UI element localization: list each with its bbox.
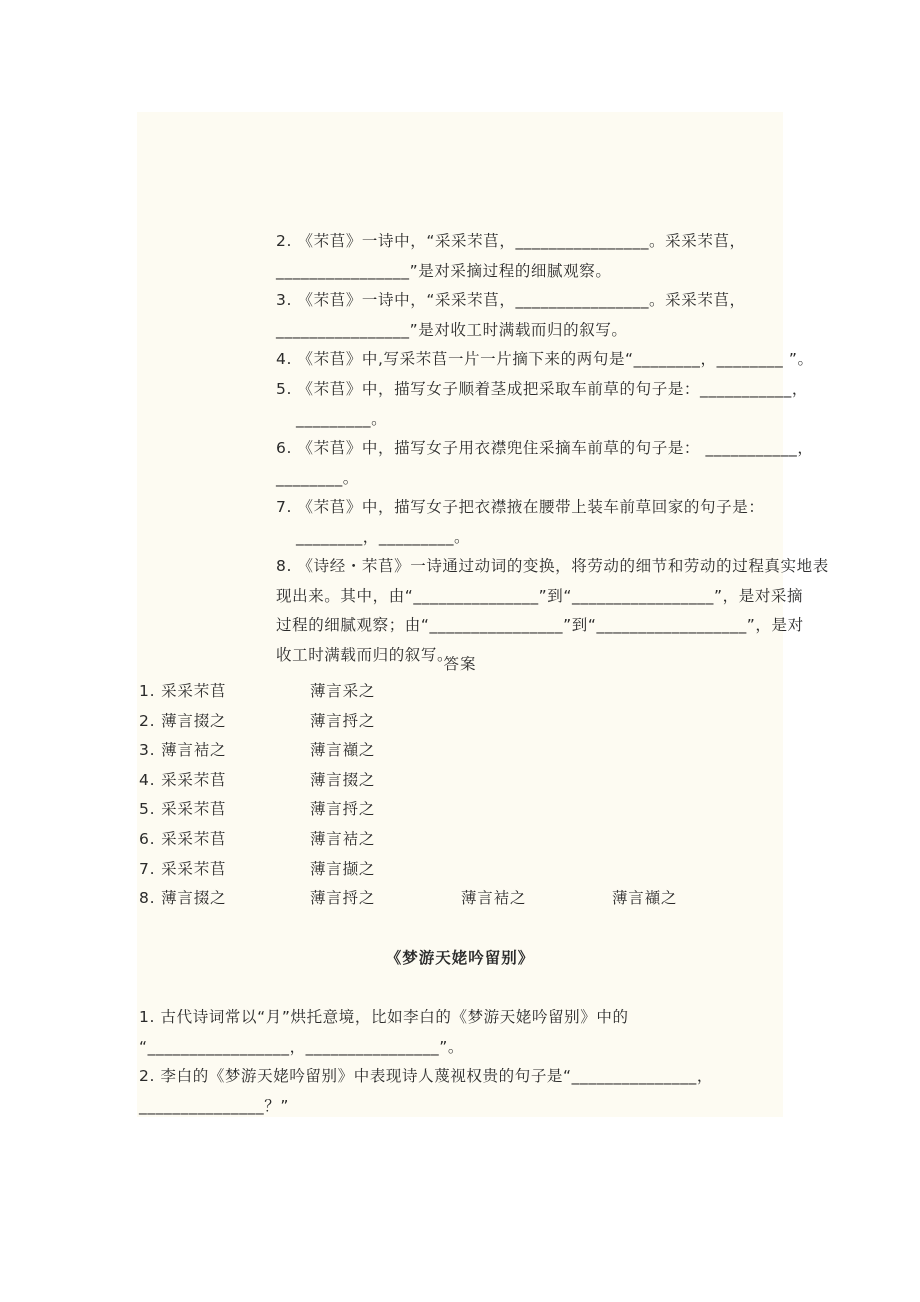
question-mengyou-1 <box>139 1003 785 1062</box>
question-7 <box>276 493 920 552</box>
answer-cell: 6. 采采芣苢 <box>139 830 227 848</box>
question-line: 2. 《芣苢》一诗中，“采采芣苢，________________。采采芣苢， <box>276 232 746 250</box>
question-mengyou-2 <box>139 1062 785 1121</box>
answer-cell: 薄言捋之 <box>310 711 376 730</box>
question-line: 3. 《芣苢》一诗中，“采采芣苢，________________。采采芣苢， <box>276 291 746 309</box>
answer-cell: 薄言采之 <box>310 682 376 700</box>
question-line: 现出来。其中，由“_______________”到“_________________”，是对采摘 <box>276 586 804 605</box>
question-line: 4. 《芣苢》中,写采芣苢一片一片摘下来的两句是“________，________ ”。 <box>276 350 814 368</box>
answer-cell: 薄言袺之 <box>461 889 527 908</box>
question-line: 6. 《芣苢》中，描写女子用衣襟兜住采摘车前草的句子是： ___________， <box>276 439 814 457</box>
answer-cell: 薄言捋之 <box>310 800 376 819</box>
answer-cell: 4. 采采芣苢 <box>139 770 227 789</box>
question-line: ________。 <box>276 468 359 487</box>
question-line: ________________”是对收工时满载而归的叙写。 <box>276 320 628 339</box>
answer-cell: 薄言捋之 <box>310 889 376 908</box>
question-line: 8. 《诗经・芣苢》一诗通过动词的变换，将劳动的细节和劳动的过程真实地表 <box>276 557 829 575</box>
answer-row <box>139 855 785 885</box>
question-line: 7. 《芣苢》中，描写女子把衣襟掖在腰带上装车前草回家的句子是： <box>276 498 765 516</box>
question-line: 2. 李白的《梦游天姥吟留别》中表现诗人蔑视权贵的句子是“_______________， <box>139 1067 713 1085</box>
question-line: _______________？” <box>139 1096 289 1115</box>
question-5 <box>276 375 920 434</box>
question-line: _________。 <box>296 409 388 428</box>
question-line: “_________________，________________”。 <box>139 1037 465 1056</box>
answer-row <box>139 825 785 855</box>
question-line: 收工时满载而归的叙写。 <box>276 645 454 664</box>
answer-row <box>139 884 785 914</box>
answer-cell: 薄言掇之 <box>310 770 376 789</box>
question-3 <box>276 286 920 345</box>
answers-heading: 答案 <box>443 655 477 673</box>
answer-cell: 薄言撷之 <box>310 859 376 878</box>
answer-row <box>139 795 785 825</box>
answer-cell: 薄言袺之 <box>310 830 376 848</box>
question-line: ________________”是对采摘过程的细腻观察。 <box>276 261 612 280</box>
answer-cell: 8. 薄言掇之 <box>139 889 227 908</box>
answer-cell: 1. 采采芣苢 <box>139 682 227 700</box>
question-4 <box>276 345 920 375</box>
answer-row <box>139 707 785 737</box>
answer-row <box>139 677 785 707</box>
question-line: 5. 《芣苢》中，描写女子顺着茎成把采取车前草的句子是：___________， <box>276 380 808 398</box>
question-6 <box>276 434 920 493</box>
answer-cell: 5. 采采芣苢 <box>139 800 227 819</box>
answer-cell: 薄言襭之 <box>612 889 678 908</box>
answer-cell: 7. 采采芣苢 <box>139 859 227 878</box>
question-line: 1. 古代诗词常以“月”烘托意境，比如李白的《梦游天姥吟留别》中的 <box>139 1008 629 1026</box>
answer-row <box>139 766 785 796</box>
question-2 <box>276 227 920 286</box>
answer-cell: 3. 薄言袺之 <box>139 741 227 760</box>
section-title: 《梦游天姥吟留别》 <box>385 949 535 967</box>
answer-row <box>139 736 785 766</box>
answer-cell: 薄言襭之 <box>310 741 376 760</box>
question-line: ________，_________。 <box>296 527 471 546</box>
question-line: 过程的细腻观察；由“________________”到“__________________”，是对 <box>276 616 804 634</box>
answer-cell: 2. 薄言掇之 <box>139 711 227 730</box>
